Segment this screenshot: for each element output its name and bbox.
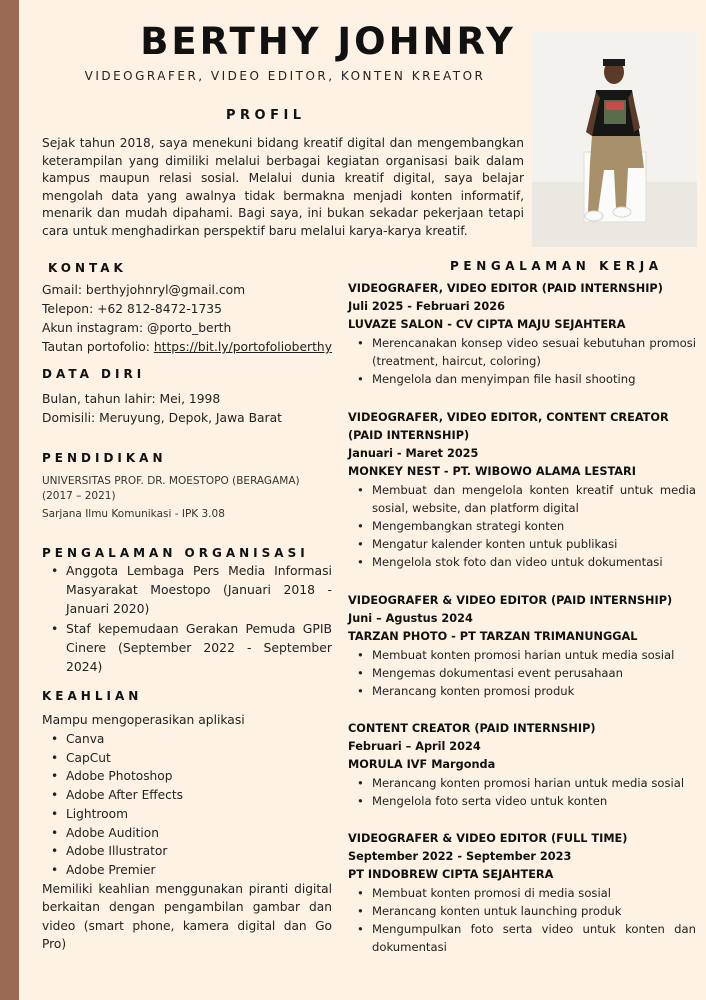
job-task-list bbox=[348, 646, 696, 700]
list-item: • Lightroom bbox=[42, 805, 332, 824]
job-title: VIDEOGRAFER & VIDEO EDITOR (FULL TIME) bbox=[348, 832, 628, 845]
education-years: (2017 – 2021) bbox=[42, 490, 116, 502]
list-item: • Mengembangkan strategi konten bbox=[348, 517, 696, 535]
list-item: • Mengelola stok foto dan video untuk dokumentasi bbox=[348, 553, 696, 571]
contact-portfolio bbox=[42, 338, 332, 357]
job-task-list bbox=[348, 774, 696, 810]
education-heading: PENDIDIKAN bbox=[42, 451, 167, 465]
list-item: • Merancang konten promosi harian untuk media sosial bbox=[348, 774, 696, 792]
list-item: • Mengelola dan menyimpan file hasil shooting bbox=[348, 370, 696, 388]
list-item: • Staf kepemudaan Gerakan Pemuda GPIB Cinere (September 2022 - September 2024) bbox=[42, 619, 332, 677]
job-task-list bbox=[348, 334, 696, 388]
job-title: VIDEOGRAFER & VIDEO EDITOR (PAID INTERNSHIP) bbox=[348, 594, 673, 607]
list-item: • Merancang konten untuk launching produk bbox=[348, 902, 696, 920]
job-company: LUVAZE SALON - CV CIPTA MAJU SEJAHTERA bbox=[348, 318, 626, 331]
job-entry bbox=[348, 280, 696, 388]
list-item: • Mengatur kalender konten untuk publikasi bbox=[348, 535, 696, 553]
resume-subtitle: VIDEOGRAFER, VIDEO EDITOR, KONTEN KREATOR bbox=[84, 69, 486, 83]
organization-list bbox=[42, 561, 332, 676]
list-item: • Adobe Photoshop bbox=[42, 767, 332, 786]
skills-heading: KEAHLIAN bbox=[42, 689, 143, 703]
contact-phone: Telepon: +62 812-8472-1735 bbox=[42, 302, 222, 316]
education-block bbox=[42, 474, 300, 522]
contact-block bbox=[42, 281, 332, 357]
list-item: • CapCut bbox=[42, 749, 332, 768]
job-entry bbox=[348, 409, 696, 571]
organization-heading: PENGALAMAN ORGANISASI bbox=[42, 546, 309, 560]
job-date: September 2022 - September 2023 bbox=[348, 850, 572, 863]
job-date: Februari – April 2024 bbox=[348, 740, 481, 753]
skills-extra: Memiliki keahlian menggunakan piranti digital berkaitan dengan pengambilan gambar dan video (smart phone, kamera digital dan Go Pro) bbox=[42, 881, 332, 952]
job-date: Januari - Maret 2025 bbox=[348, 447, 479, 460]
job-task-list bbox=[348, 884, 696, 956]
list-item: • Mengelola foto serta video untuk konten bbox=[348, 792, 696, 810]
job-title: VIDEOGRAFER, VIDEO EDITOR, CONTENT CREATOR (PAID INTERNSHIP) bbox=[348, 411, 669, 442]
job-entry bbox=[348, 830, 696, 956]
list-item: • Adobe Illustrator bbox=[42, 842, 332, 861]
list-item: • Membuat konten promosi harian untuk media sosial bbox=[348, 646, 696, 664]
job-title: VIDEOGRAFER, VIDEO EDITOR (PAID INTERNSHIP) bbox=[348, 282, 663, 295]
job-title: CONTENT CREATOR (PAID INTERNSHIP) bbox=[348, 722, 596, 735]
job-date: Juni – Agustus 2024 bbox=[348, 612, 473, 625]
list-item: • Anggota Lembaga Pers Media Informasi Masyarakat Moestopo (Januari 2018 - Januari 2020) bbox=[42, 561, 332, 619]
list-item: • Adobe Audition bbox=[42, 824, 332, 843]
list-item: • Canva bbox=[42, 730, 332, 749]
personal-birth: Bulan, tahun lahir: Mei, 1998 bbox=[42, 392, 221, 406]
list-item: • Merencanakan konsep video sesuai kebutuhan promosi (treatment, haircut, coloring) bbox=[348, 334, 696, 370]
skills-block bbox=[42, 711, 332, 954]
experience-heading: PENGALAMAN KERJA bbox=[450, 259, 663, 273]
portfolio-link[interactable]: https://bit.ly/portofolioberthy bbox=[153, 340, 332, 354]
education-degree: Sarjana Ilmu Komunikasi - IPK 3.08 bbox=[42, 508, 225, 520]
skills-intro: Mampu mengoperasikan aplikasi bbox=[42, 713, 245, 727]
profile-heading: PROFIL bbox=[226, 108, 306, 123]
job-task-list bbox=[348, 481, 696, 571]
education-school: UNIVERSITAS PROF. DR. MOESTOPO (BERAGAMA) bbox=[42, 475, 300, 487]
list-item: • Adobe Premier bbox=[42, 861, 332, 880]
personal-block bbox=[42, 390, 282, 428]
portfolio-label: Tautan portofolio: bbox=[42, 340, 154, 354]
job-entry bbox=[348, 592, 696, 700]
job-company: MORULA IVF Margonda bbox=[348, 758, 496, 771]
list-item: • Mengemas dokumentasi event perusahaan bbox=[348, 664, 696, 682]
resume-name: BERTHY JOHNRY bbox=[140, 20, 516, 63]
list-item: • Adobe After Effects bbox=[42, 786, 332, 805]
side-accent-strip bbox=[0, 0, 19, 1000]
skills-list bbox=[42, 730, 332, 880]
personal-domicile: Domisili: Meruyung, Depok, Jawa Barat bbox=[42, 411, 282, 425]
list-item: • Membuat dan mengelola konten kreatif untuk media sosial, website, dan platform digital bbox=[348, 481, 696, 517]
job-date: Juli 2025 - Februari 2026 bbox=[348, 300, 505, 313]
profile-text: Sejak tahun 2018, saya menekuni bidang kreatif digital dan mengembangkan keterampilan yang dimiliki melalui berbagai kegiatan organisasi baik dalam kampus maupun relasi sosial. Melalui dunia kreatif digital, saya belajar mengolah data yang awalnya tidak bermakna menjadi konten informatif, menarik dan mudah dipahami. Bagi saya, ini bukan sekadar pekerjaan tetapi cara untuk menghadirkan perspektif baru melalui karya-karya kreatif. bbox=[42, 136, 524, 238]
contact-email: Gmail: berthyjohnryl@gmail.com bbox=[42, 283, 246, 297]
list-item: • Merancang konten promosi produk bbox=[348, 682, 696, 700]
personal-heading: DATA DIRI bbox=[42, 367, 146, 381]
job-company: MONKEY NEST - PT. WIBOWO ALAMA LESTARI bbox=[348, 465, 636, 478]
list-item: • Membuat konten promosi di media sosial bbox=[348, 884, 696, 902]
list-item: • Mengumpulkan foto serta video untuk konten dan dokumentasi bbox=[348, 920, 696, 956]
contact-heading: KONTAK bbox=[48, 261, 127, 275]
job-entry bbox=[348, 720, 696, 810]
job-company: PT INDOBREW CIPTA SEJAHTERA bbox=[348, 868, 554, 881]
job-company: TARZAN PHOTO - PT TARZAN TRIMANUNGGAL bbox=[348, 630, 638, 643]
profile-photo bbox=[532, 32, 697, 247]
contact-instagram: Akun instagram: @porto_berth bbox=[42, 321, 232, 335]
